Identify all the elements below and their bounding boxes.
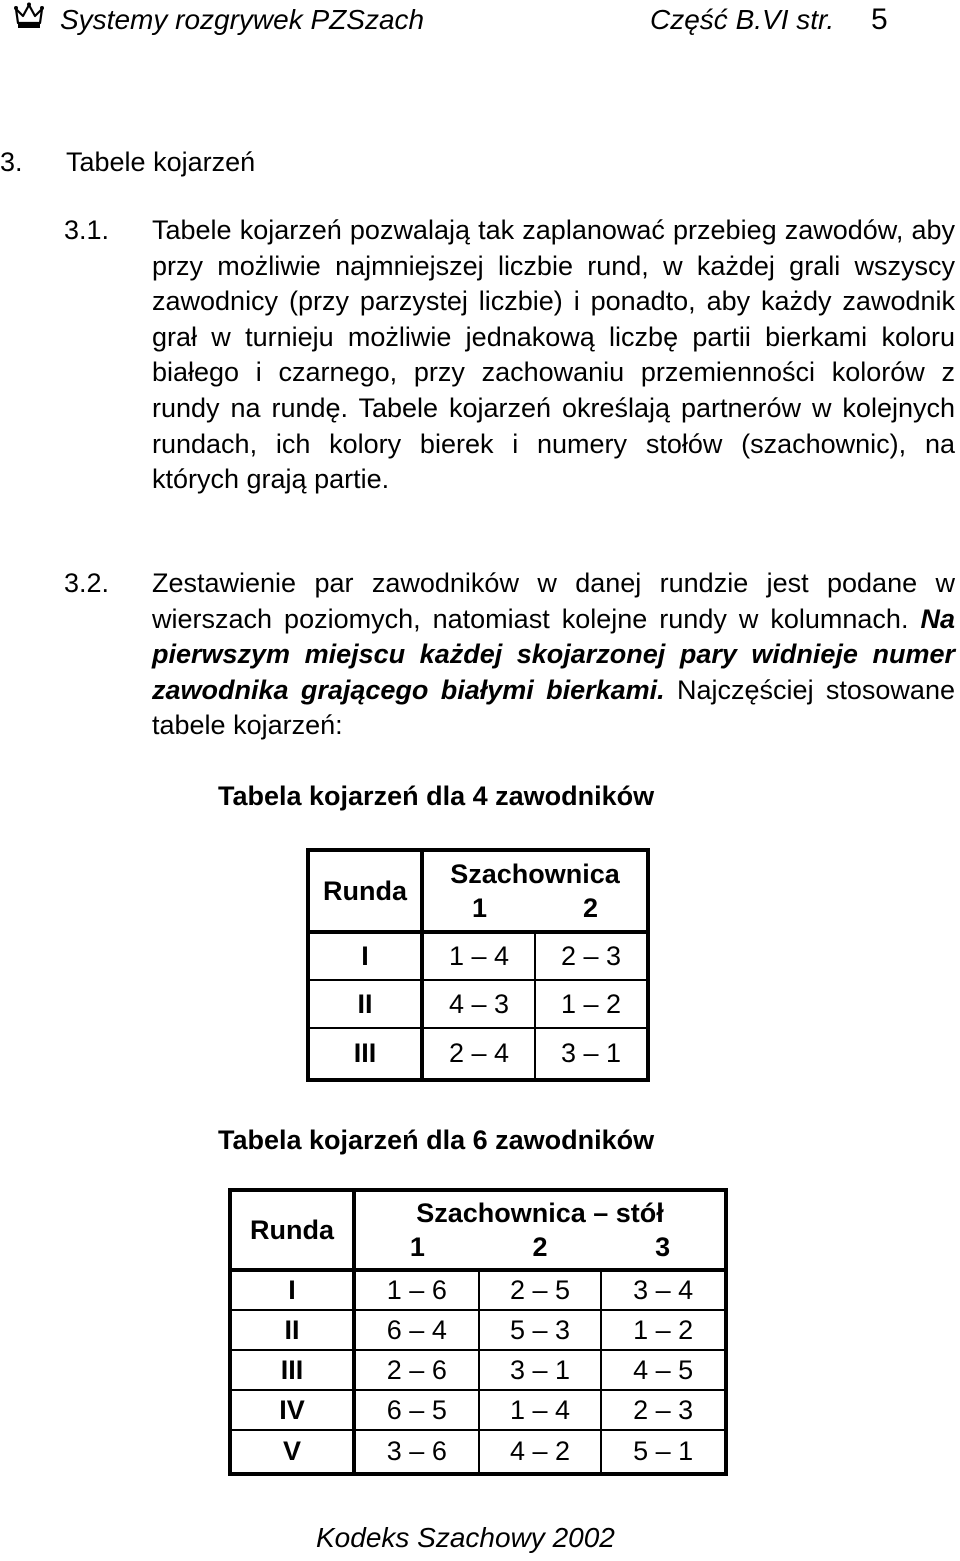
paragraph-text: Tabele kojarzeń pozwalają tak zaplanować przebieg zawodów, aby przy możliwie najmniejszej liczbie rund, w każdej grali wszyscy zawodnicy (przy parzystej liczbie) i ponadto, aby każdy zawodnik grał w turnieju możliwie jednakową liczbę partii bierkami koloru białego i czarnego, przy zachowaniu przemienności kolorów z rundy na rundę. Tabele kojarzeń określają partnerów w kolejnych rundach, ich kolory bierek i numery stołów (szachownic), na których grają partie. — [152, 215, 955, 495]
pairing-table-4 — [306, 848, 650, 1082]
pair-cell: 1 – 2 — [535, 980, 648, 1028]
pairing-table-6 — [228, 1188, 728, 1476]
page-header — [14, 0, 888, 40]
board-number: 2 — [582, 893, 599, 923]
paragraph-number: 3.2. — [64, 568, 110, 598]
table-row — [308, 980, 648, 1028]
board-number: 1 — [471, 893, 488, 923]
pair-cell: 5 – 3 — [479, 1310, 602, 1350]
crown-icon — [14, 1, 44, 42]
table-row — [230, 1310, 726, 1350]
paragraph-3-1 — [64, 213, 955, 498]
paragraph-text-b: Najczęściej stosowane tabele kojarzeń: — [152, 674, 955, 741]
runda-header: Runda — [308, 850, 422, 932]
board-number: 1 — [409, 1232, 425, 1262]
page-number: 5 — [871, 3, 888, 36]
round-cell: III — [308, 1028, 422, 1080]
pair-cell: 4 – 5 — [601, 1350, 726, 1390]
round-cell: V — [230, 1430, 354, 1474]
paragraph-text — [152, 566, 955, 744]
pair-cell: 1 – 4 — [422, 932, 535, 980]
table-4-caption: Tabela kojarzeń dla 4 zawodników — [218, 781, 655, 811]
round-cell: IV — [230, 1390, 354, 1430]
section-title: Tabele kojarzeń — [66, 147, 256, 177]
paragraph-number: 3.1. — [64, 215, 110, 245]
section-heading — [0, 143, 255, 181]
pair-cell: 2 – 3 — [535, 932, 648, 980]
pair-cell: 3 – 1 — [479, 1350, 602, 1390]
round-cell: II — [308, 980, 422, 1028]
board-header — [422, 850, 648, 932]
runda-header: Runda — [230, 1190, 354, 1270]
header-title: Systemy rozgrywek PZSzach — [60, 4, 425, 35]
paragraph-emphasis: Na pierwszym miejscu każdej skojarzonej pary widnieje numer zawodnika grającego białymi bierkami. — [152, 603, 955, 705]
board-label: Szachownica – stół — [416, 1198, 664, 1228]
pair-cell: 2 – 3 — [601, 1390, 726, 1430]
pair-cell: 4 – 3 — [422, 980, 535, 1028]
pair-cell: 1 – 2 — [601, 1310, 726, 1350]
pair-cell: 6 – 5 — [354, 1390, 479, 1430]
pair-cell: 2 – 5 — [479, 1270, 602, 1310]
section-number: 3. — [0, 147, 23, 177]
pair-cell: 3 – 4 — [601, 1270, 726, 1310]
header-part: Część B.VI str. — [650, 4, 835, 35]
table-row — [308, 1028, 648, 1080]
table-row — [230, 1390, 726, 1430]
round-cell: II — [230, 1310, 354, 1350]
table-row — [230, 1270, 726, 1310]
board-number: 2 — [532, 1232, 548, 1262]
paragraph-text-a: Zestawienie par zawodników w danej rundzie jest podane w wierszach poziomych, natomiast kolejne rundy w kolumnach. — [152, 568, 955, 634]
paragraph-3-2 — [64, 566, 955, 744]
round-cell: I — [230, 1270, 354, 1310]
page-footer: Kodeks Szachowy 2002 — [316, 1522, 615, 1553]
pair-cell: 2 – 6 — [354, 1350, 479, 1390]
table-row — [308, 932, 648, 980]
table-row — [230, 1350, 726, 1390]
board-numbers — [424, 891, 646, 925]
pair-cell: 6 – 4 — [354, 1310, 479, 1350]
pair-cell: 1 – 6 — [354, 1270, 479, 1310]
round-cell: I — [308, 932, 422, 980]
pair-cell: 5 – 1 — [601, 1430, 726, 1474]
pair-cell: 4 – 2 — [479, 1430, 602, 1474]
pair-cell: 1 – 4 — [479, 1390, 602, 1430]
table-6-caption: Tabela kojarzeń dla 6 zawodników — [218, 1125, 655, 1155]
table-row — [230, 1430, 726, 1474]
board-header — [354, 1190, 726, 1270]
board-number: 3 — [655, 1232, 671, 1262]
pair-cell: 3 – 6 — [354, 1430, 479, 1474]
pair-cell: 2 – 4 — [422, 1028, 535, 1080]
pair-cell: 3 – 1 — [535, 1028, 648, 1080]
board-label: Szachownica — [450, 859, 620, 889]
board-numbers — [356, 1230, 724, 1264]
round-cell: III — [230, 1350, 354, 1390]
